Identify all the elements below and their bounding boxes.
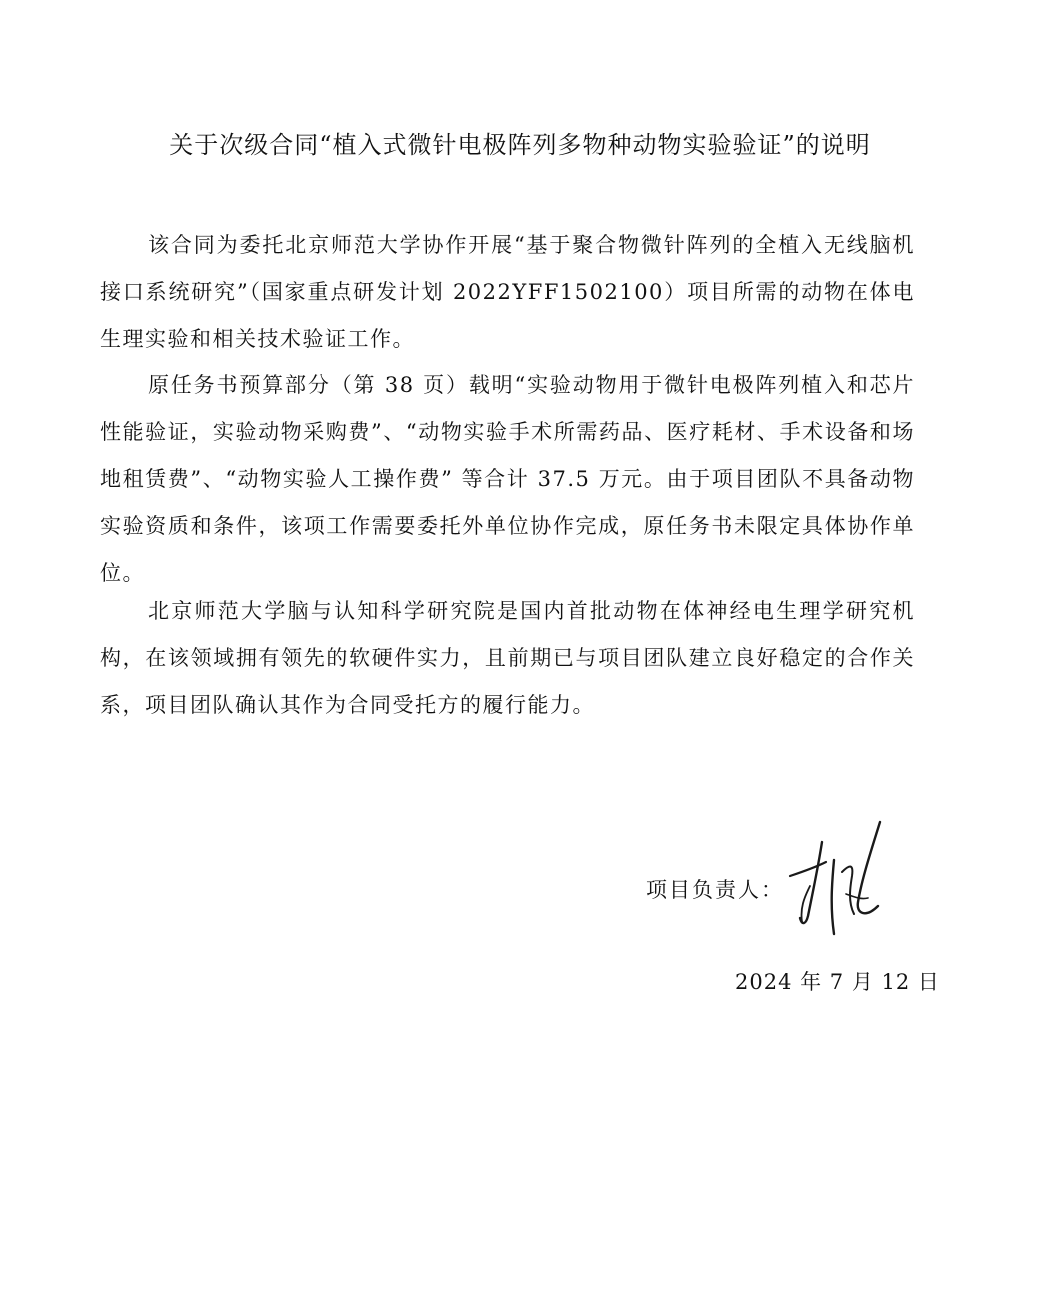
handwritten-signature	[782, 818, 892, 943]
document-title: 关于次级合同“植入式微针电极阵列多物种动物实验验证”的说明	[169, 131, 871, 159]
paragraph-budget-basis: 原任务书预算部分（第 38 页）载明“实验动物用于微针电极阵列植入和芯片性能验证，实验动物采购费”、“动物实验手术所需药品、医疗耗材、手术设备和场地租赁费”、“动物实验人工操作费” 等合计 37.5 万元。由于项目团队不具备动物实验资质和条件，该项工作需要委托外单位协作完成，原任务书未限定具体协作单位。	[100, 373, 915, 585]
paragraph-contract-purpose: 该合同为委托北京师范大学协作开展“基于聚合物微针阵列的全植入无线脑机接口系统研究”（国家重点研发计划 2022YFF1502100）项目所需的动物在体电生理实验和相关技术验证工作。	[100, 233, 915, 351]
signature-label: 项目负责人：	[646, 878, 784, 902]
signing-date: 2024 年 7 月 12 日	[735, 970, 940, 994]
paragraph-contractor-qualification: 北京师范大学脑与认知科学研究院是国内首批动物在体神经电生理学研究机构，在该领域拥有领先的软硬件实力，且前期已与项目团队建立良好稳定的合作关系，项目团队确认其作为合同受托方的履行能力。	[100, 599, 915, 717]
